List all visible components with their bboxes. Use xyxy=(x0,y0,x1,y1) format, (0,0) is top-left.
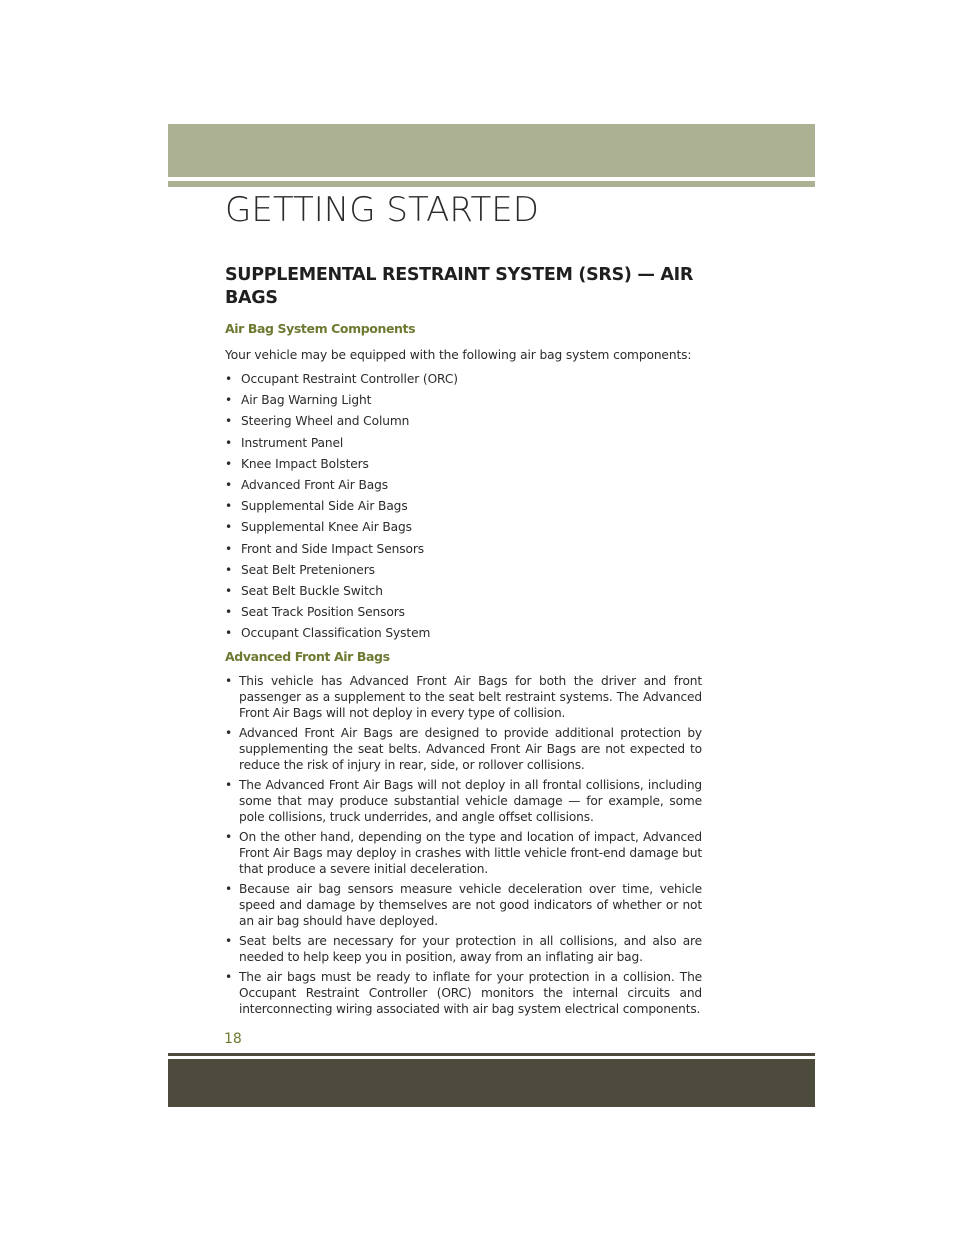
list-item: • Seat belts are necessary for your protection in all collisions, and also are needed to help keep you in position, away from an inflating air bag. xyxy=(225,933,702,965)
list-item: • The Advanced Front Air Bags will not deploy in all frontal collisions, including some that may produce substantial vehicle damage — for example, some pole collisions, truck underrides, and angle offset collisions. xyxy=(225,777,702,825)
components-heading: Air Bag System Components xyxy=(225,321,416,336)
list-item: • This vehicle has Advanced Front Air Bags for both the driver and front passenger as a supplement to the seat belt restraint systems. The Advanced Front Air Bags will not deploy in every type of collision. xyxy=(225,673,702,721)
list-item: • Advanced Front Air Bags xyxy=(225,477,702,493)
footer-stripe xyxy=(168,1053,815,1056)
list-item: • The air bags must be ready to inflate for your protection in a collision. The Occupant Restraint Controller (ORC) monitors the internal circuits and interconnecting wiring associated with air bag system electrical components. xyxy=(225,969,702,1017)
header-band xyxy=(168,124,815,177)
list-item: • Seat Track Position Sensors xyxy=(225,604,702,620)
page-content xyxy=(225,264,702,1021)
components-intro: Your vehicle may be equipped with the following air bag system components: xyxy=(225,348,692,362)
list-item: • Seat Belt Pretenioners xyxy=(225,562,702,578)
list-item: • Occupant Classification System xyxy=(225,625,702,641)
advanced-heading: Advanced Front Air Bags xyxy=(225,649,390,665)
list-item: • Because air bag sensors measure vehicle deceleration over time, vehicle speed and damage by themselves are not good indicators of whether or not an air bag should have deployed. xyxy=(225,881,702,929)
chapter-title: GETTING STARTED xyxy=(225,190,539,230)
list-item: • On the other hand, depending on the type and location of impact, Advanced Front Air Bags may deploy in crashes with little vehicle front-end damage but that produce a severe initial deceleration. xyxy=(225,829,702,877)
list-item: • Instrument Panel xyxy=(225,435,702,451)
list-item: • Advanced Front Air Bags are designed to provide additional protection by supplementing the seat belts. Advanced Front Air Bags are not expected to reduce the risk of injury in rear, side, or rollover collisions. xyxy=(225,725,702,773)
list-item: • Occupant Restraint Controller (ORC) xyxy=(225,371,702,387)
header-stripe xyxy=(168,181,815,187)
list-item: • Supplemental Side Air Bags xyxy=(225,498,702,514)
footer-band xyxy=(168,1059,815,1107)
advanced-points-list xyxy=(225,673,702,1017)
list-item: • Supplemental Knee Air Bags xyxy=(225,519,702,535)
list-item: • Steering Wheel and Column xyxy=(225,413,702,429)
components-list xyxy=(225,371,702,641)
list-item: • Front and Side Impact Sensors xyxy=(225,541,702,557)
list-item: • Air Bag Warning Light xyxy=(225,392,702,408)
list-item: • Knee Impact Bolsters xyxy=(225,456,702,472)
page-number: 18 xyxy=(224,1031,242,1047)
list-item: • Seat Belt Buckle Switch xyxy=(225,583,702,599)
section-title: SUPPLEMENTAL RESTRAINT SYSTEM (SRS) — AIR BAGS xyxy=(225,265,694,308)
